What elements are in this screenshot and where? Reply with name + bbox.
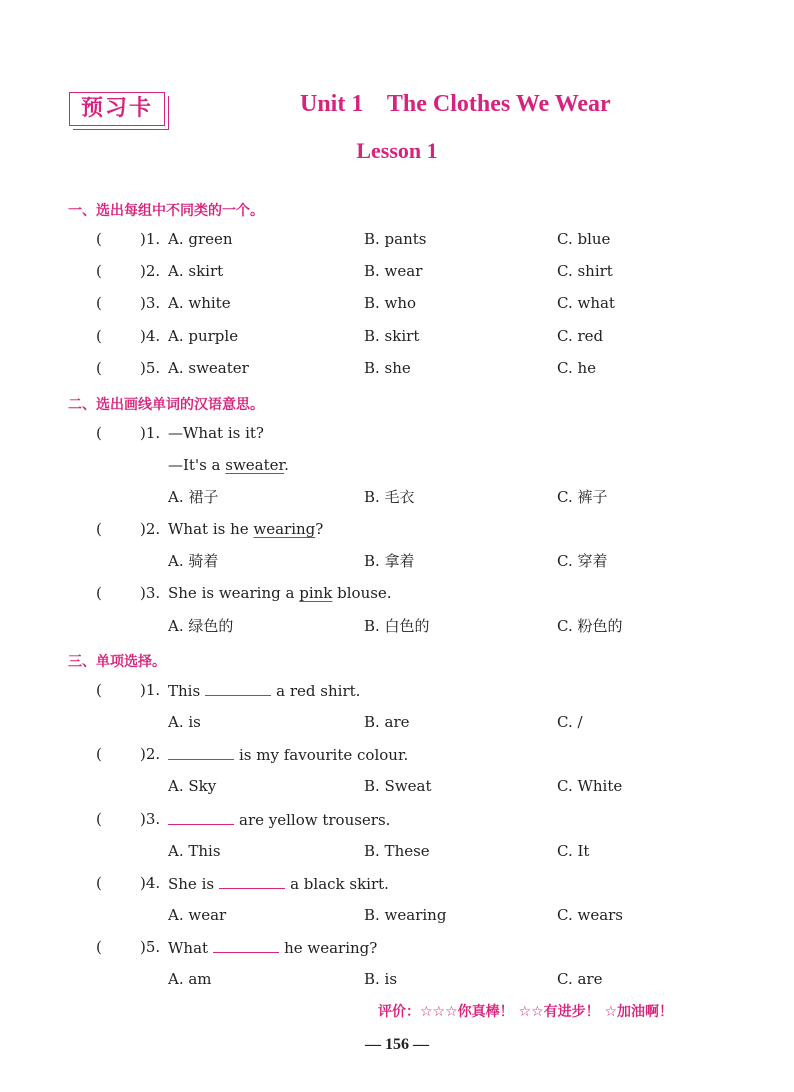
option-c: C. red [557, 327, 604, 345]
underlined-word: wearing [253, 520, 316, 538]
answer-paren: ( [96, 584, 102, 602]
question-number: )4. [140, 327, 161, 345]
answer-blank[interactable] [213, 936, 279, 953]
option-c: C. 穿着 [557, 552, 608, 570]
option-c: C. 粉色的 [557, 617, 623, 635]
page-number: — 156 — [365, 1036, 429, 1053]
option-a: A. green [168, 230, 233, 248]
answer-paren: ( [96, 938, 102, 956]
question-number: )5. [140, 359, 161, 377]
s2-q3-options [0, 615, 794, 637]
question-number: )1. [140, 424, 161, 442]
question-number: )2. [140, 520, 161, 538]
option-c: C. are [557, 970, 603, 988]
s1-q5-row [0, 357, 794, 379]
s3-q4-options [0, 904, 794, 926]
option-b: B. skirt [364, 327, 420, 345]
option-a: A. 骑着 [168, 552, 219, 570]
option-a: A. This [168, 842, 221, 860]
question-text: is my favourite colour. [168, 743, 408, 766]
answer-paren: ( [96, 424, 102, 442]
preview-card-tag: 预习卡 [69, 92, 165, 126]
option-a: A. skirt [168, 262, 224, 280]
s1-q1-row [0, 228, 794, 250]
option-c: C. 裤子 [557, 488, 608, 506]
option-c: C. blue [557, 230, 611, 248]
answer-paren: ( [96, 520, 102, 538]
s3-q4-row [0, 872, 794, 894]
option-b: B. 毛衣 [364, 488, 415, 506]
option-b: B. wear [364, 262, 423, 280]
option-b: B. These [364, 842, 430, 860]
option-c: C. It [557, 842, 590, 860]
option-b: B. pants [364, 230, 427, 248]
option-a: A. Sky [168, 777, 217, 795]
question-number: )4. [140, 874, 161, 892]
question-text: —What is it? [168, 424, 264, 442]
s3-q2-row [0, 743, 794, 765]
s1-q4-row [0, 325, 794, 347]
s2-q1-options [0, 486, 794, 508]
option-c: C. shirt [557, 262, 613, 280]
underlined-word: sweater [225, 456, 285, 474]
option-a: A. wear [168, 906, 227, 924]
question-text: This a red shirt. [168, 679, 360, 702]
evaluation-line: 评价：☆☆☆你真棒！ ☆☆有进步！ ☆加油啊！ [378, 1004, 674, 1020]
option-c: C. wears [557, 906, 624, 924]
s2-q2-row [0, 518, 794, 540]
option-b: B. who [364, 294, 417, 312]
question-text: She is wearing a pink blouse. [168, 584, 392, 602]
s1-q2-row [0, 260, 794, 282]
option-b: B. 白色的 [364, 617, 430, 635]
answer-blank[interactable] [219, 872, 285, 889]
section3-title: 三、单项选择。 [68, 654, 166, 670]
s2-q1-line2 [0, 454, 794, 476]
question-number: )5. [140, 938, 161, 956]
answer-paren: ( [96, 874, 102, 892]
option-b: B. 拿着 [364, 552, 415, 570]
section1-title: 一、选出每组中不同类的一个。 [68, 203, 264, 219]
s3-q3-options [0, 840, 794, 862]
answer-paren: ( [96, 681, 102, 699]
question-number: )2. [140, 745, 161, 763]
option-c: C. what [557, 294, 615, 312]
question-number: )1. [140, 230, 161, 248]
option-b: B. are [364, 713, 410, 731]
option-a: A. sweater [168, 359, 249, 377]
option-c: C. he [557, 359, 597, 377]
option-a: A. 绿色的 [168, 617, 234, 635]
question-text: —It's a sweater. [168, 456, 289, 474]
answer-blank[interactable] [168, 743, 234, 760]
answer-paren: ( [96, 359, 102, 377]
s2-q3-row [0, 582, 794, 604]
underlined-word: pink [299, 584, 333, 602]
question-number: )1. [140, 681, 161, 699]
s2-q2-options [0, 550, 794, 572]
answer-paren: ( [96, 745, 102, 763]
answer-blank[interactable] [205, 679, 271, 696]
option-a: A. 裙子 [168, 488, 219, 506]
answer-blank[interactable] [168, 808, 234, 825]
question-number: )2. [140, 262, 161, 280]
answer-paren: ( [96, 262, 102, 280]
s3-q3-row [0, 808, 794, 830]
answer-paren: ( [96, 294, 102, 312]
option-c: C. White [557, 777, 623, 795]
option-a: A. white [168, 294, 231, 312]
option-b: B. she [364, 359, 411, 377]
lesson-title: Lesson 1 [356, 138, 438, 163]
answer-paren: ( [96, 230, 102, 248]
question-number: )3. [140, 584, 161, 602]
question-number: )3. [140, 294, 161, 312]
question-text: She is a black skirt. [168, 872, 389, 895]
option-b: B. wearing [364, 906, 447, 924]
s1-q3-row [0, 292, 794, 314]
s3-q5-options [0, 968, 794, 990]
option-c: C. / [557, 713, 583, 731]
question-number: )3. [140, 810, 161, 828]
answer-paren: ( [96, 327, 102, 345]
question-text: What is he wearing? [168, 520, 324, 538]
option-a: A. am [168, 970, 212, 988]
s2-q1-row [0, 422, 794, 444]
unit-title: Unit 1 The Clothes We Wear [300, 91, 611, 117]
question-text: What he wearing? [168, 936, 377, 959]
question-text: are yellow trousers. [168, 808, 390, 831]
s3-q1-options [0, 711, 794, 733]
option-a: A. is [168, 713, 201, 731]
option-b: B. is [364, 970, 398, 988]
option-a: A. purple [168, 327, 239, 345]
s3-q5-row [0, 936, 794, 958]
section2-title: 二、选出画线单词的汉语意思。 [68, 397, 264, 413]
s3-q1-row [0, 679, 794, 701]
option-b: B. Sweat [364, 777, 432, 795]
s3-q2-options [0, 775, 794, 797]
answer-paren: ( [96, 810, 102, 828]
